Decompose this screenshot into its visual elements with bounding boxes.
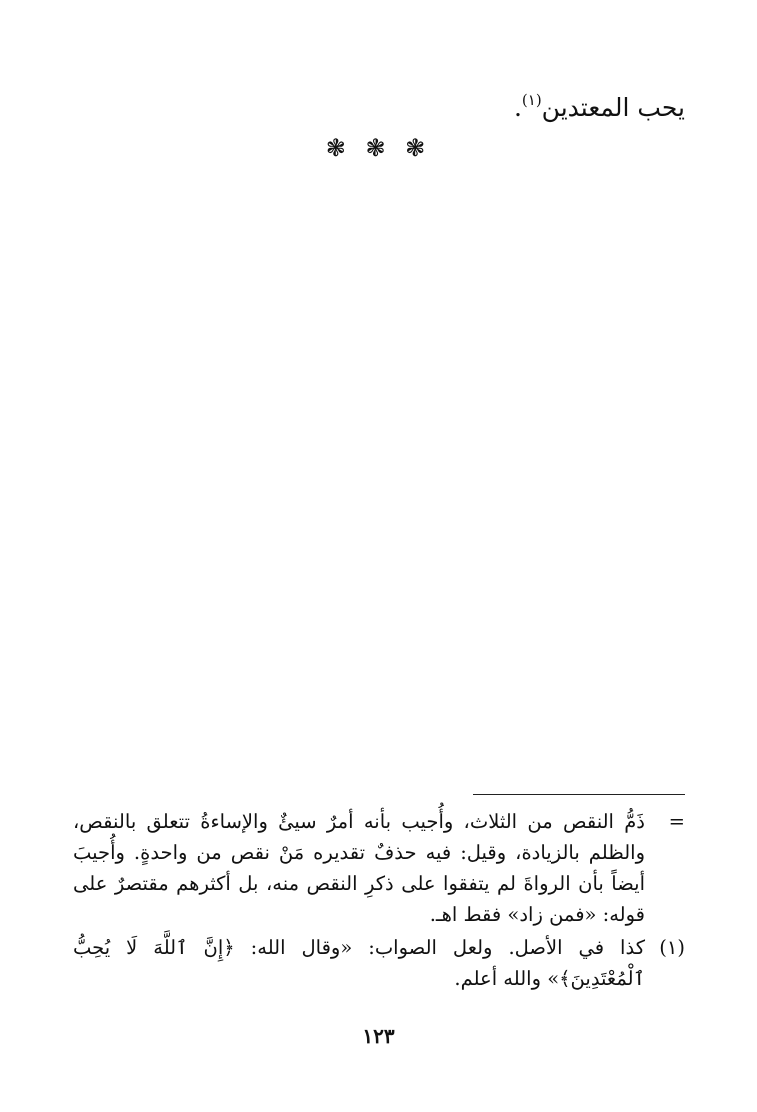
footnote-separator-rule (473, 794, 685, 795)
footnote-continuation (73, 806, 685, 930)
page-number: ١٢٣ (362, 1024, 395, 1048)
footnote-reference[interactable]: (١) (521, 91, 542, 109)
main-text: يحب المعتدين (541, 93, 685, 122)
end-period: . (513, 93, 522, 122)
main-text-line (514, 80, 685, 128)
footnote-continuation-text: ذَمُّ النقص من الثلاث، وأُجيب بأنه أمرٌ سيئٌ والإساءةُ تتعلق بالنقص، والظلم بالزيادة، وقيل: فيه حذفٌ تقديره مَنْ نقص من واحدةٍ. وأُجيبَ أيضاً بأن الرواةَ لم يتفقوا على ذكرِ النقص منه، بل أكثرهم مقتصرٌ على قوله: «فمن زاد» فقط اهـ. (73, 810, 645, 926)
footnote-1 (73, 932, 685, 994)
footnotes-section (73, 806, 685, 994)
section-separator-stars: ❃ ❃ ❃ (325, 134, 432, 162)
continuation-marker: = (668, 810, 685, 833)
footnote-1-text: كذا في الأصل. ولعل الصواب: «وقال الله: ﴿إِنَّ ٱللَّهَ لَا يُحِبُّ ٱلْمُعْتَدِينَ﴾» والله أعلم. (73, 936, 645, 990)
footnote-1-marker: (١) (659, 936, 685, 959)
